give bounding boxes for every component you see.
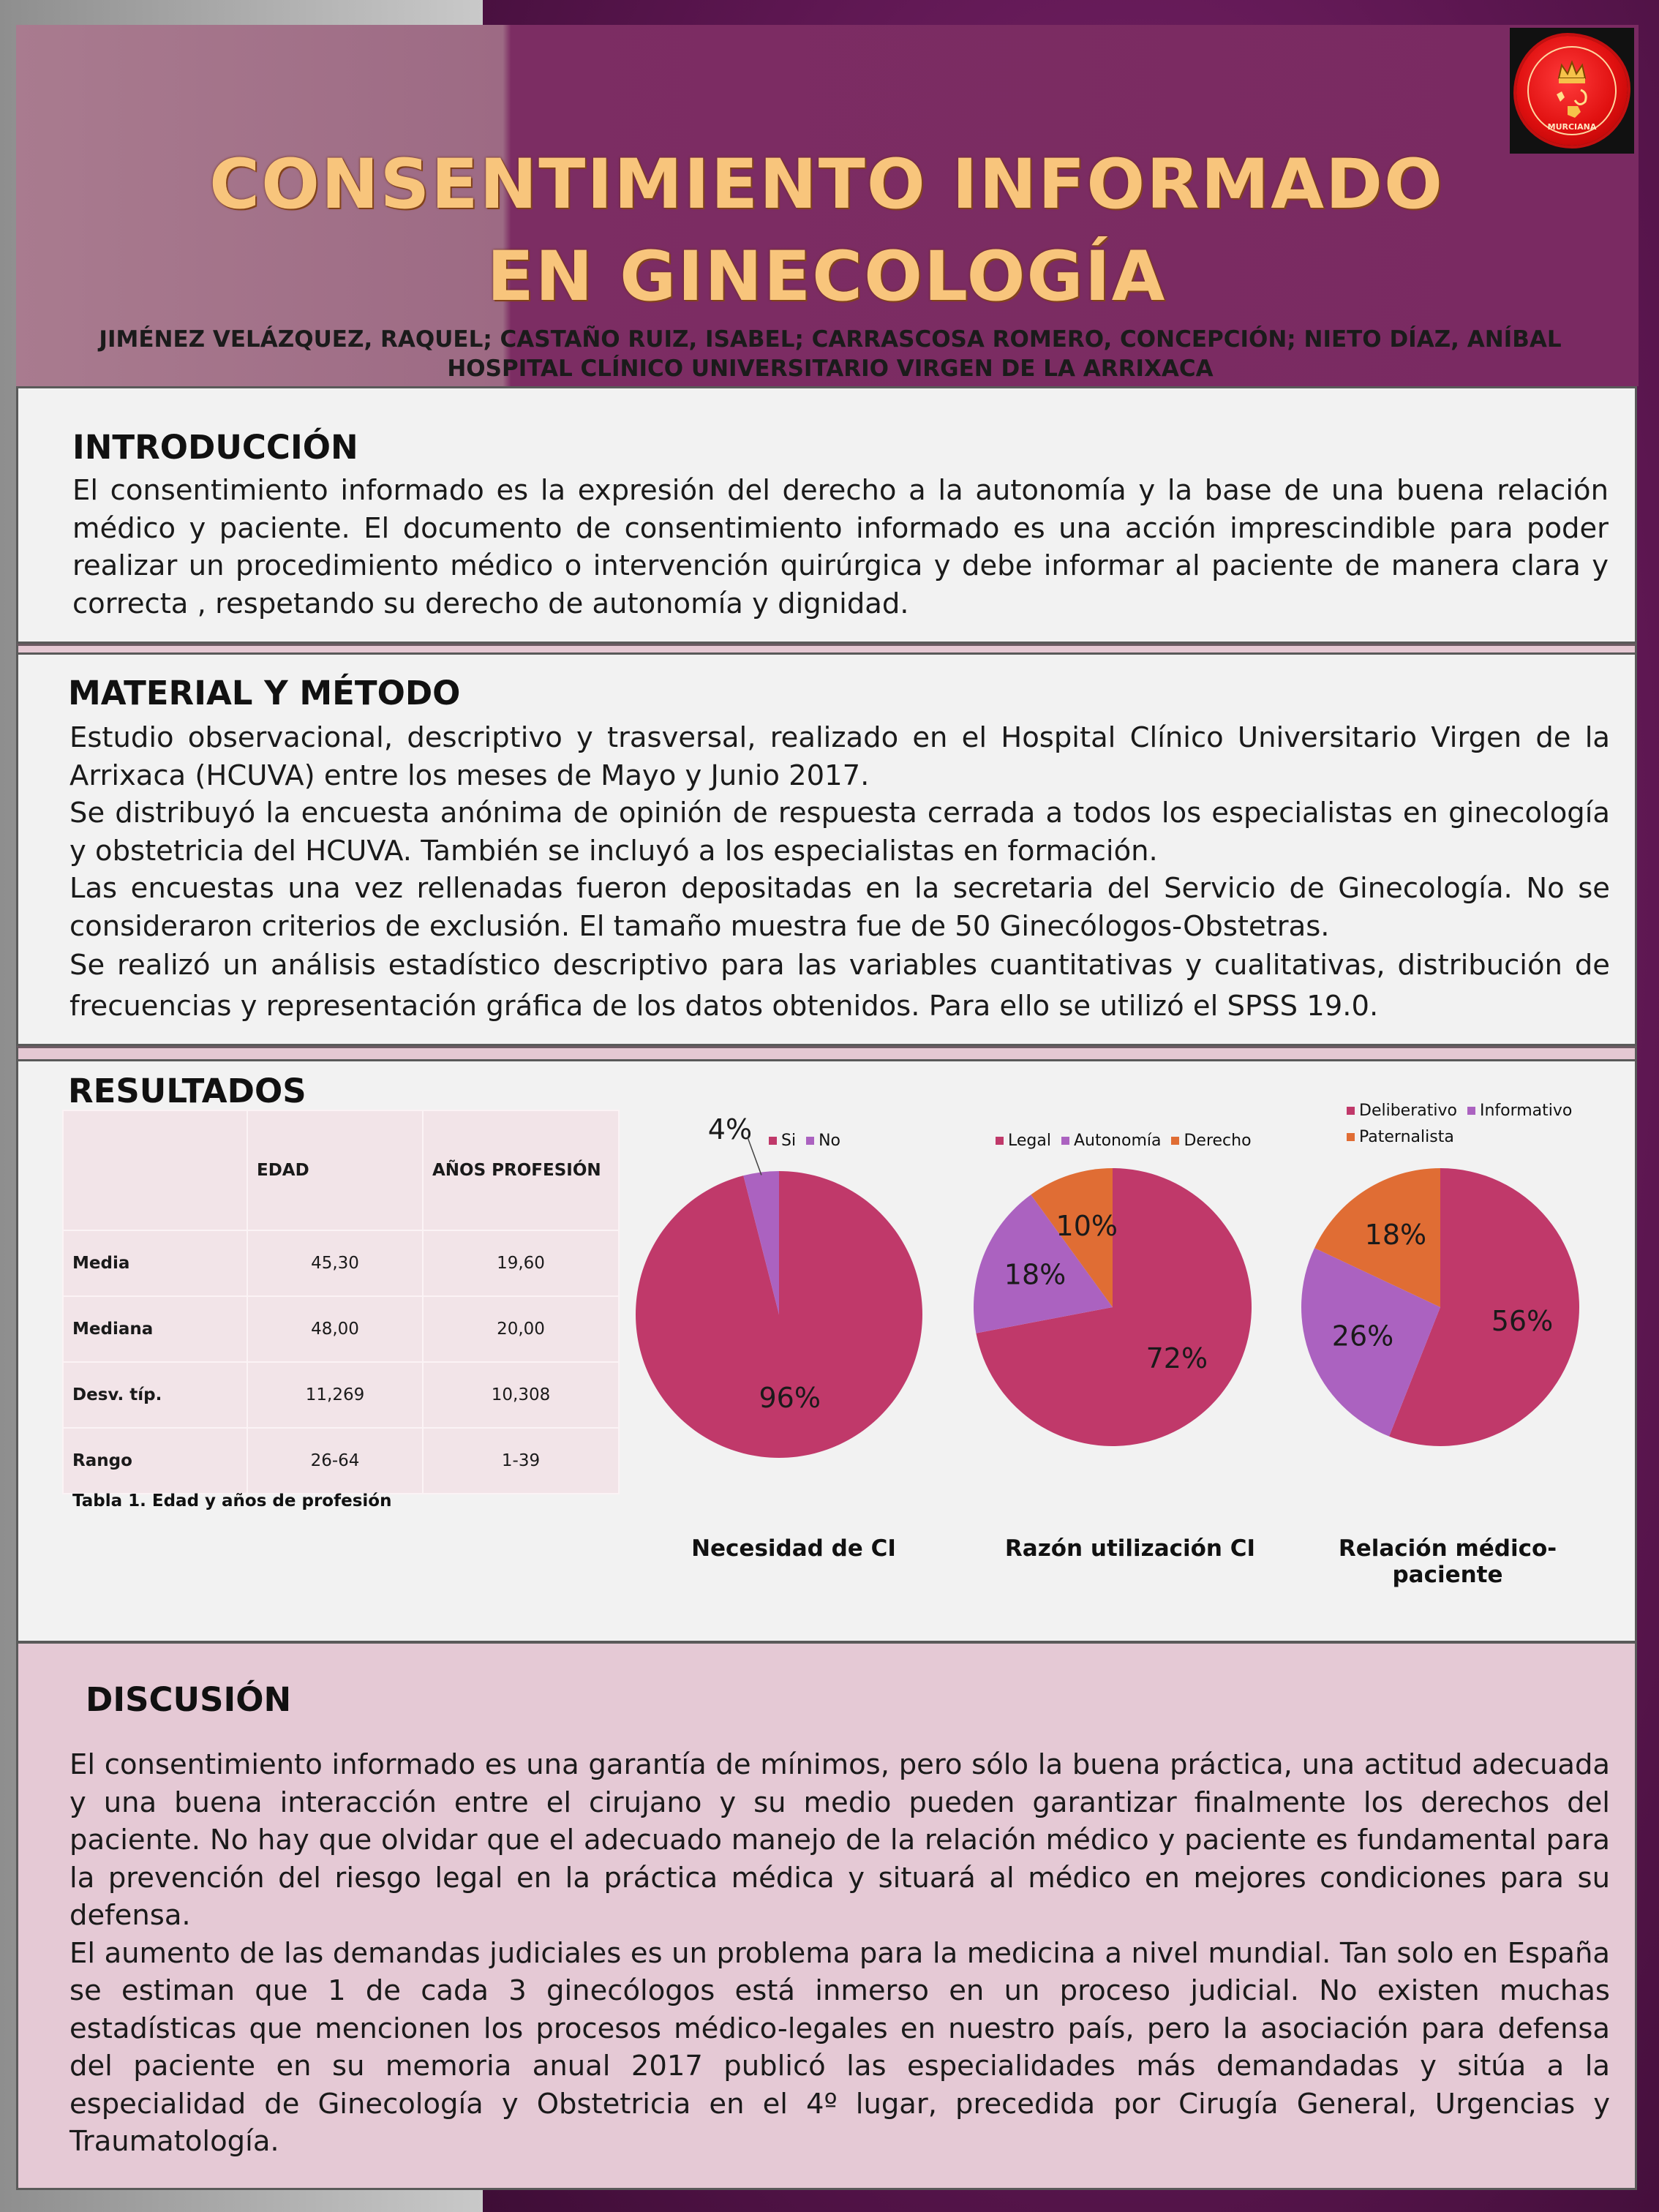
method-heading: MATERIAL Y MÉTODO [68, 674, 461, 712]
method-text [69, 719, 1610, 1027]
results-heading: RESULTADOS [68, 1072, 306, 1110]
legend-swatch [769, 1137, 777, 1145]
table-row [63, 1428, 619, 1494]
pie-value-label: 18% [1364, 1219, 1427, 1252]
legend-label: Si [781, 1132, 797, 1150]
legend-swatch [1347, 1107, 1355, 1115]
intro-text: El consentimiento informado es la expresión del derecho a la autonomía y la base de una buena relación médico y paciente. El documento de consentimiento informado es una acción imprescindible para poder realizar un procedimiento médico o intervención quirúrgica y debe informar al paciente de manera clara y correcta , respetando su derecho de autonomía y dignidad. [72, 474, 1609, 620]
cell-edad: 48,00 [247, 1296, 423, 1362]
discussion-text [69, 1746, 1610, 2161]
cell-anos: 10,308 [423, 1362, 619, 1428]
pie-value-label: 4% [707, 1113, 753, 1146]
legend-swatch [996, 1137, 1004, 1145]
section-divider [16, 1046, 1637, 1061]
legend-label: Informativo [1479, 1102, 1573, 1120]
table-header-row [63, 1110, 619, 1230]
row-label: Media [63, 1230, 247, 1296]
pie2-legend [996, 1132, 1262, 1150]
cell-anos: 19,60 [423, 1230, 619, 1296]
legend-swatch [1347, 1133, 1355, 1141]
row-label: Mediana [63, 1296, 247, 1362]
authors-block [44, 325, 1617, 383]
discussion-paragraph: El aumento de las demandas judiciales es un problema para la medicina a nivel mundial. Tan solo en España se estiman que 1 de cada 3 ginecólogos está inmerso en un proceso judicial. No existen muchas estadísticas que mencionen los procesos médico-legales en nuestro país, pero la asociación para defensa del paciente en su memoria anual 2017 publicó las especialidades más demandadas y sitúa a la especialidad de Ginecología y Obstetricia en el 4º lugar, precedida por Cirugía General, Urgencias y Traumatología. [69, 1936, 1610, 2158]
legend-swatch [1171, 1137, 1179, 1145]
stats-table [62, 1110, 620, 1494]
legend-label: Deliberativo [1359, 1102, 1457, 1120]
discussion-paragraph: El consentimiento informado es una garantía de mínimos, pero sólo la buena práctica, una actitud adecuada y una buena interacción entre el cirujano y su medio pueden garantizar finalmente los derechos del paciente. No hay que olvidar que el adecuado manejo de la relación médico y paciente es fundamental para la prevención del riesgo legal en la práctica médica y situará al médico en mejores condiciones para su defensa. [69, 1748, 1610, 1932]
logo-text: MURCIANA [1547, 122, 1597, 132]
legend-swatch [1467, 1107, 1475, 1115]
legend-swatch [806, 1137, 814, 1145]
pie-value-label: 96% [759, 1382, 821, 1415]
pie-value-label: 26% [1331, 1320, 1394, 1353]
cell-edad: 26-64 [247, 1428, 423, 1494]
method-paragraph: Se distribuyó la encuesta anónima de opinión de respuesta cerrada a todos los especialistas en ginecología y obstetricia del HCUVA. También se incluyó a los especialistas en formación. [69, 797, 1610, 868]
pie1-legend [769, 1132, 851, 1150]
table-header-cell: EDAD [247, 1110, 423, 1230]
crown-seal-icon [1516, 36, 1628, 146]
society-logo [1510, 28, 1634, 154]
table-row [63, 1296, 619, 1362]
legend-label: Legal [1008, 1132, 1051, 1150]
author-list: JIMÉNEZ VELÁZQUEZ, RAQUEL; CASTAÑO RUIZ, ISABEL; CARRASCOSA ROMERO, CONCEPCIÓN; NIETO DÍAZ, ANÍBAL [99, 326, 1562, 353]
method-paragraph: Estudio observacional, descriptivo y trasversal, realizado en el Hospital Clínico Universitario Virgen de la Arrixaca (HCUVA) entre los meses de Mayo y Junio 2017. [69, 721, 1610, 792]
pie-chart-razon [969, 1165, 1276, 1472]
intro-heading: INTRODUCCIÓN [72, 428, 358, 467]
discussion-section [16, 1641, 1637, 2190]
row-label: Desv. típ. [63, 1362, 247, 1428]
legend-label: No [819, 1132, 840, 1150]
table-row [63, 1362, 619, 1428]
poster-title: CONSENTIMIENTO INFORMADO EN GINECOLOGÍA [209, 145, 1444, 317]
pie-value-label: 10% [1056, 1210, 1118, 1243]
intro-section [16, 386, 1637, 644]
pie2-title: Razón utilización CI [1004, 1535, 1256, 1562]
table-header-cell [63, 1110, 247, 1230]
table-row [63, 1230, 619, 1296]
pie-chart-relacion [1301, 1165, 1609, 1472]
institution: HOSPITAL CLÍNICO UNIVERSITARIO VIRGEN DE LA ARRIXACA [447, 356, 1214, 382]
pie-value-label: 56% [1491, 1304, 1554, 1337]
pie1-title: Necesidad de CI [691, 1535, 896, 1562]
cell-edad: 45,30 [247, 1230, 423, 1296]
pie-leader-line [748, 1137, 761, 1175]
legend-swatch [1061, 1137, 1069, 1145]
method-paragraph: Las encuestas una vez rellenadas fueron depositadas en la secretaria del Servicio de Ginecología. No se consideraron criterios de exclusión. El tamaño muestra fue de 50 Ginecólogos-Obstetras. [69, 872, 1610, 943]
method-section [16, 652, 1637, 1046]
pie3-title: Relación médico-paciente [1338, 1535, 1557, 1588]
method-paragraph: Se realizó un análisis estadístico descriptivo para las variables cuantitativas y cualitativas, distribución de frecuencias y representación gráfica de los datos obtenidos. Para ello se utilizó el SPSS 19.0. [69, 949, 1610, 1023]
legend-label: Paternalista [1359, 1128, 1454, 1146]
row-label: Rango [63, 1428, 247, 1494]
cell-anos: 1-39 [423, 1428, 619, 1494]
results-section [16, 1059, 1637, 1643]
pie3-legend [1347, 1098, 1582, 1151]
legend-label: Autonomía [1073, 1132, 1162, 1150]
discussion-heading: DISCUSIÓN [86, 1680, 292, 1719]
cell-edad: 11,269 [247, 1362, 423, 1428]
table-header-cell: AÑOS PROFESIÓN [423, 1110, 619, 1230]
table-caption: Tabla 1. Edad y años de profesión [72, 1491, 392, 1511]
cell-anos: 20,00 [423, 1296, 619, 1362]
pie-value-label: 72% [1146, 1342, 1208, 1375]
pie-value-label: 18% [1004, 1258, 1066, 1291]
legend-label: Derecho [1184, 1132, 1252, 1150]
